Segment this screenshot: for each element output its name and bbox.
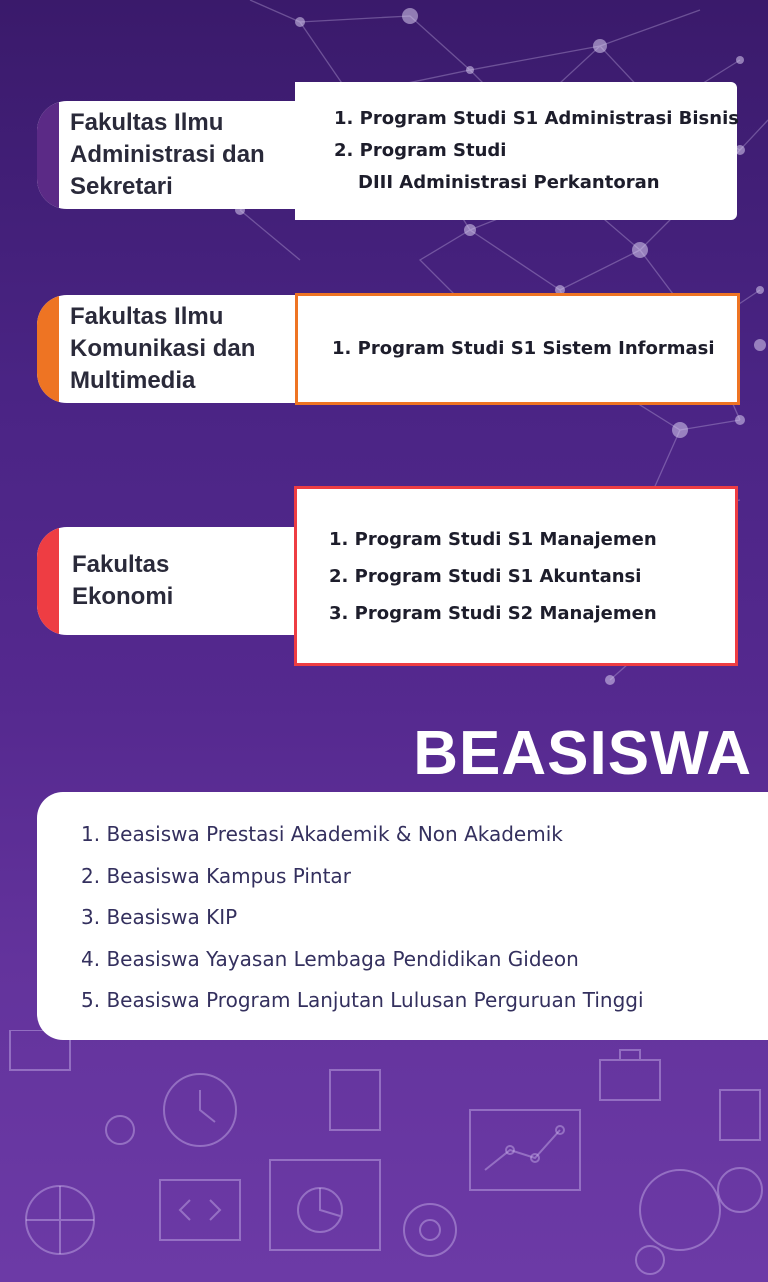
faculty-name [72, 549, 173, 613]
faculty-tab-ekonomi [37, 527, 295, 635]
faculty-tab-administrasi [37, 101, 295, 209]
program-item: 3. Program Studi S2 Manajemen [329, 602, 657, 624]
beasiswa-item: 1. Beasiswa Prestasi Akademik & Non Akademik [81, 822, 563, 846]
faculty-tab-komunikasi [37, 295, 295, 403]
faculty-name-line: Fakultas Ilmu [70, 109, 224, 136]
program-item-text: 2. Program Studi [334, 140, 507, 161]
beasiswa-list-box [37, 792, 768, 1040]
tech-icons-pattern [0, 1030, 768, 1282]
program-list [329, 521, 657, 632]
beasiswa-item: 4. Beasiswa Yayasan Lembaga Pendidikan Gideon [81, 946, 579, 971]
program-item: 1. Program Studi S1 Manajemen [329, 528, 657, 550]
faculty-name-line: Sekretari [70, 173, 173, 200]
faculty-name [70, 301, 255, 397]
program-box-komunikasi [295, 293, 740, 405]
beasiswa-item: 2. Beasiswa Kampus Pintar [81, 863, 351, 888]
beasiswa-heading: BEASISWA [413, 719, 752, 788]
program-item-continuation: DIII Administrasi Perkantoran [358, 172, 660, 193]
program-box-ekonomi [294, 486, 738, 666]
beasiswa-list [81, 814, 768, 1022]
beasiswa-item: 5. Beasiswa Program Lanjutan Lulusan Perguruan Tinggi [81, 988, 644, 1012]
program-list [334, 103, 739, 199]
faculty-name-line: Fakultas [72, 551, 170, 578]
faculty-name-line: Multimedia [70, 367, 196, 394]
program-item [334, 135, 739, 199]
program-item: 2. Program Studi S1 Akuntansi [329, 565, 642, 587]
faculty-name-line: Ekonomi [72, 583, 174, 610]
program-item: 1. Program Studi S1 Administrasi Bisnis [334, 108, 739, 129]
program-item: 1. Program Studi S1 Sistem Informasi [332, 338, 715, 359]
faculty-name-line: Administrasi dan [70, 141, 265, 168]
faculty-name [70, 107, 265, 203]
beasiswa-item: 3. Beasiswa KIP [81, 905, 238, 929]
faculty-name-line: Komunikasi dan [70, 335, 256, 362]
program-box-administrasi [295, 82, 737, 220]
program-list [332, 333, 715, 365]
faculty-name-line: Fakultas Ilmu [70, 303, 224, 330]
